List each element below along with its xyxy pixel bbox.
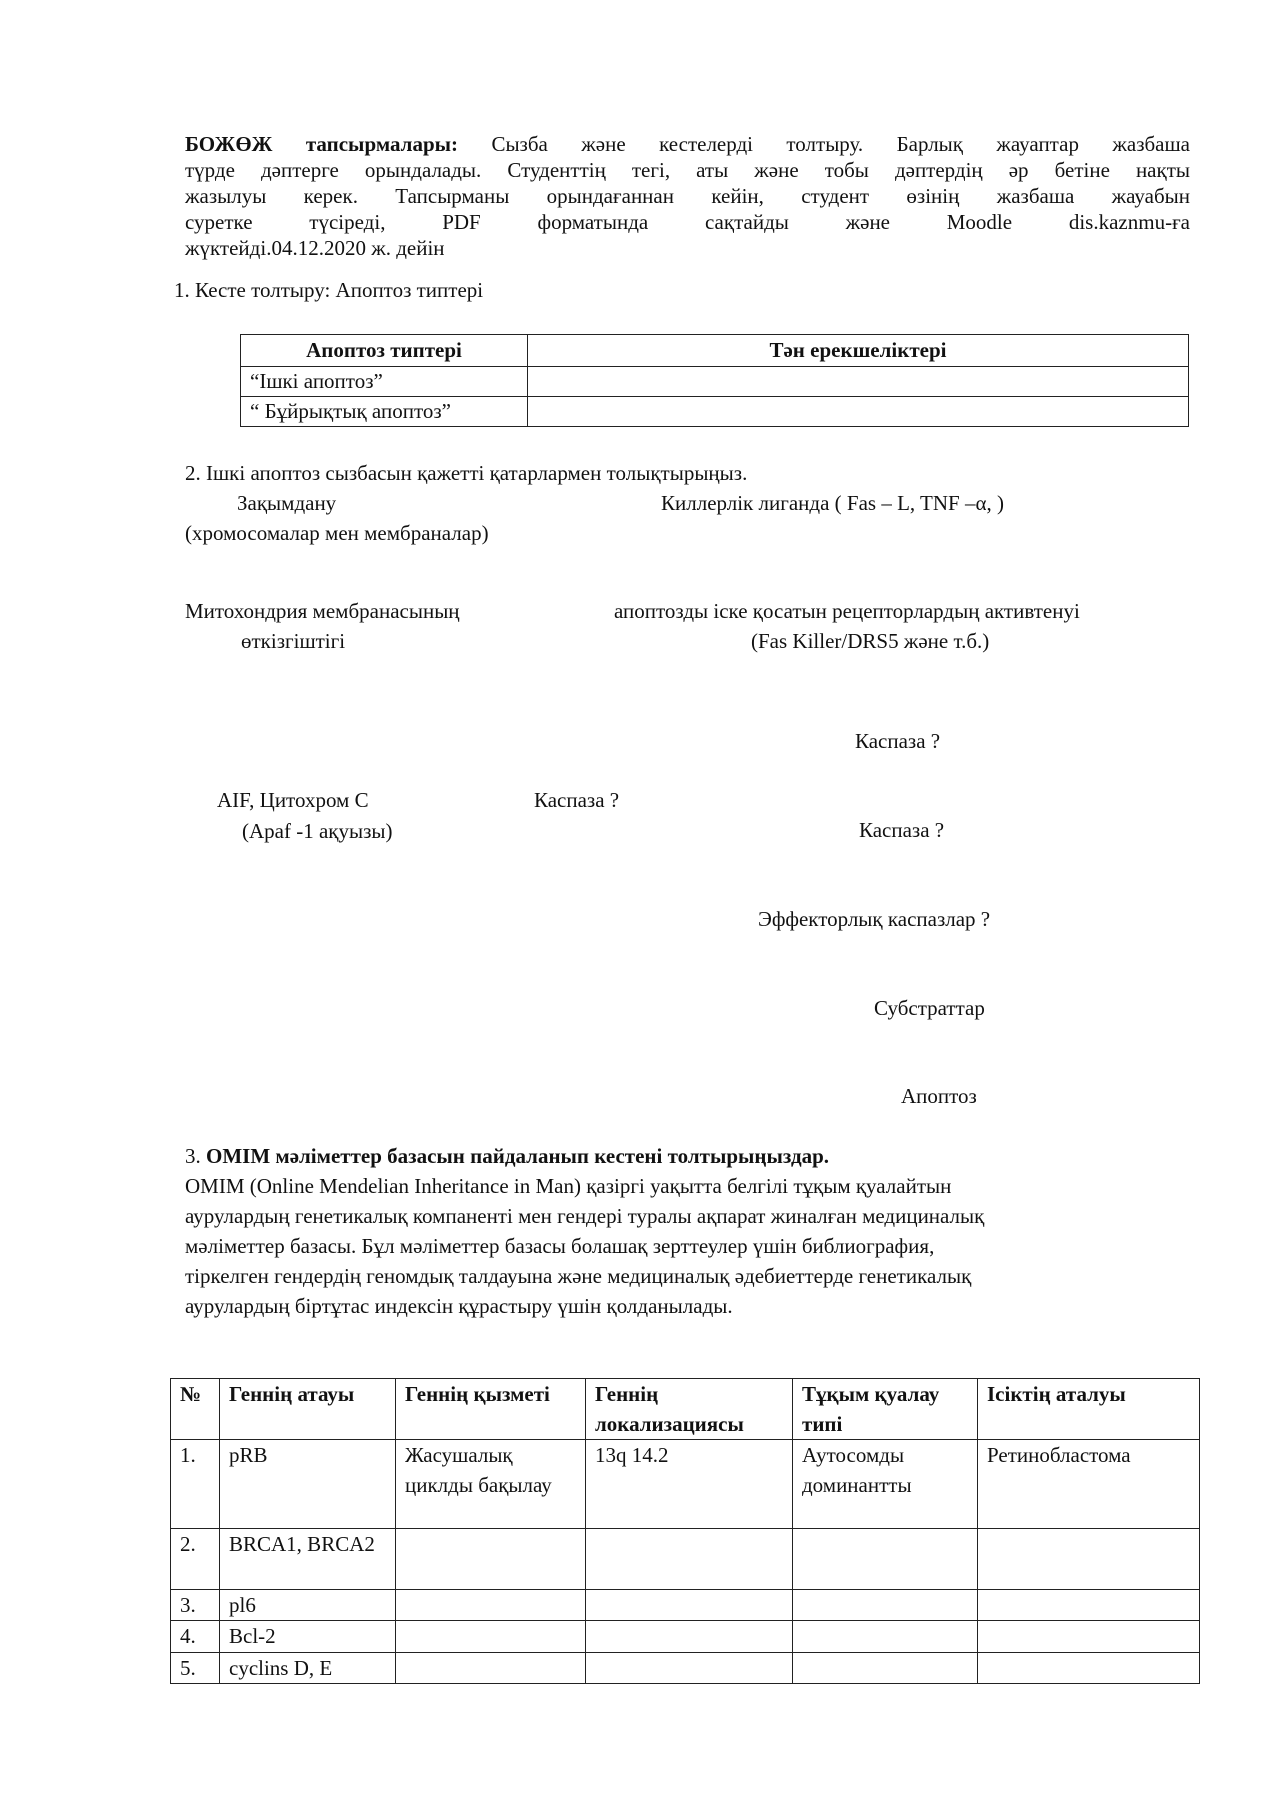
header-inheritance-type: Тұқым қуалау типі <box>793 1379 978 1440</box>
omim-line-2: аурулардың генетикалық компаненті мен гендері туралы ақпарат жиналған медициналық <box>185 1204 985 1228</box>
cell-gene-function[interactable] <box>396 1590 586 1621</box>
diagram-caspase-right: Каспаза ? <box>859 818 945 842</box>
intro-line-3: жазылуы керек. Тапсырманы орындағаннан кейін, студент өзінің жазбаша жауабын <box>185 184 1190 208</box>
diagram-caspase-mid: Каспаза ? <box>534 788 620 812</box>
diagram-damage: Зақымдану <box>237 491 337 515</box>
section3-title: 3. OMIM мәліметтер базасын пайдаланып кестені толтырыңыздар. <box>185 1144 830 1168</box>
cell-number: 2. <box>171 1529 220 1590</box>
section2-title: 2. Ішкі апоптоз сызбасын қажетті қатарлармен толықтырыңыз. <box>185 461 748 485</box>
table-row <box>171 1621 1200 1653</box>
table-row <box>171 1653 1200 1684</box>
diagram-killer-ligand: Киллерлік лиганда ( Fas – L, TNF –α, ) <box>661 491 1004 515</box>
intro-bold-label: БОЖӨЖ тапсырмалары: <box>185 132 459 156</box>
header-apoptosis-types: Апоптоз типтері <box>241 335 528 367</box>
header-tumor-name: Ісіктің аталуы <box>978 1379 1200 1440</box>
cell-gene-function[interactable] <box>396 1529 586 1590</box>
omim-line-5: аурулардың біртұтас индексін құрастыру үшін қолданылады. <box>185 1294 733 1318</box>
diagram-caspase-top: Каспаза ? <box>855 729 941 753</box>
diagram-substrates: Субстраттар <box>874 996 985 1020</box>
cell-gene-localization[interactable] <box>586 1653 793 1684</box>
table-header-row <box>171 1379 1200 1440</box>
table-header-row <box>241 335 1189 367</box>
header-gene-name: Геннің атауы <box>220 1379 396 1440</box>
cell-tumor-name[interactable] <box>978 1529 1200 1590</box>
cell-gene-localization[interactable] <box>586 1621 793 1653</box>
cell-tumor-name[interactable]: Ретинобластома <box>978 1440 1200 1529</box>
header-features: Тән ерекшеліктері <box>528 335 1189 367</box>
cell-gene-function[interactable]: Жасушалық циклды бақылау <box>396 1440 586 1529</box>
diagram-effector-caspases: Эффекторлық каспазлар ? <box>758 907 991 931</box>
table-row <box>171 1590 1200 1621</box>
omim-genes-table <box>170 1378 1200 1684</box>
cell-inheritance-type[interactable] <box>793 1590 978 1621</box>
cell-number: 4. <box>171 1621 220 1653</box>
cell-inheritance-type[interactable] <box>793 1529 978 1590</box>
cell-gene-function[interactable] <box>396 1621 586 1653</box>
cell-gene-name: pRB <box>220 1440 396 1529</box>
cell-type: “ Бұйрықтық апоптоз” <box>241 397 528 427</box>
cell-gene-name: pl6 <box>220 1590 396 1621</box>
cell-features[interactable] <box>528 397 1189 427</box>
header-gene-localization: Геннің локализациясы <box>586 1379 793 1440</box>
diagram-apoptosis: Апоптоз <box>901 1084 977 1108</box>
cell-gene-name: cyclins D, E <box>220 1653 396 1684</box>
cell-inheritance-type[interactable] <box>793 1653 978 1684</box>
header-gene-function: Геннің қызметі <box>396 1379 586 1440</box>
cell-gene-localization[interactable] <box>586 1590 793 1621</box>
cell-tumor-name[interactable] <box>978 1621 1200 1653</box>
diagram-mito: Митохондрия мембранасының <box>185 599 460 623</box>
table-row <box>171 1440 1200 1529</box>
cell-gene-name: Bcl-2 <box>220 1621 396 1653</box>
cell-tumor-name[interactable] <box>978 1590 1200 1621</box>
cell-gene-name: BRCA1, BRCA2 <box>220 1529 396 1590</box>
apoptosis-types-table <box>240 334 1189 427</box>
diagram-aif: AIF, Цитохром С <box>217 788 369 812</box>
cell-inheritance-type[interactable] <box>793 1621 978 1653</box>
intro-line-4: суретке түсіреді, PDF форматында сақтайды және Moodle dis.kaznmu-ға <box>185 210 1190 234</box>
cell-number: 3. <box>171 1590 220 1621</box>
cell-gene-localization[interactable] <box>586 1529 793 1590</box>
table-row <box>241 397 1189 427</box>
table-row <box>171 1529 1200 1590</box>
header-number: № <box>171 1379 220 1440</box>
intro-line-5: жүктейді.04.12.2020 ж. дейін <box>185 236 445 260</box>
intro-line-2: түрде дәптерге орындалады. Студенттің тегі, аты және тобы дәптердің әр бетіне нақты <box>185 158 1190 182</box>
cell-features[interactable] <box>528 367 1189 397</box>
omim-line-4: тіркелген гендердің геномдық талдауына және медициналық әдебиеттерде генетикалық <box>185 1264 972 1288</box>
section1-title: 1. Кесте толтыру: Апоптоз типтері <box>174 278 484 302</box>
diagram-receptor: апоптозды іске қосатын рецепторлардың активтенуі <box>614 599 1080 623</box>
cell-type: “Ішкі апоптоз” <box>241 367 528 397</box>
cell-inheritance-type[interactable]: Аутосомды доминантты <box>793 1440 978 1529</box>
diagram-receptor-sub: (Fas Killer/DRS5 және т.б.) <box>751 629 990 653</box>
omim-line-1: OMIM (Online Mendelian Inheritance in Man) қазіргі уақытта белгілі тұқым қуалайтын <box>185 1174 952 1198</box>
omim-line-3: мәліметтер базасы. Бұл мәліметтер базасы болашақ зерттеулер үшін библиография, <box>185 1234 935 1258</box>
cell-gene-function[interactable] <box>396 1653 586 1684</box>
cell-tumor-name[interactable] <box>978 1653 1200 1684</box>
table-row <box>241 367 1189 397</box>
cell-number: 5. <box>171 1653 220 1684</box>
intro-line-1: БОЖӨЖ тапсырмалары: Сызба және кестелерді толтыру. Барлық жауаптар жазбаша <box>185 132 1190 156</box>
diagram-aif-sub: (Apaf -1 ақуызы) <box>242 819 393 843</box>
cell-number: 1. <box>171 1440 220 1529</box>
diagram-mito-sub: өткізгіштігі <box>241 629 346 653</box>
diagram-damage-sub: (хромосомалар мен мембраналар) <box>185 521 489 545</box>
cell-gene-localization[interactable]: 13q 14.2 <box>586 1440 793 1529</box>
